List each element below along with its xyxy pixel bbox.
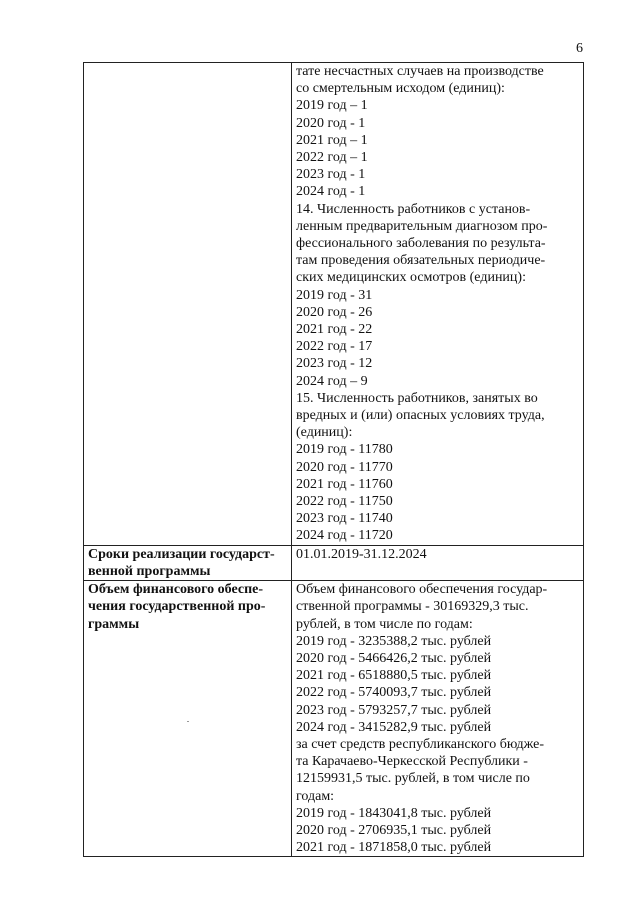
scan-speck [187, 721, 189, 722]
text-line: 2019 год - 11780 [296, 442, 393, 458]
text-line: 2019 год - 1843041,8 тыс. рублей [296, 805, 492, 821]
row-value-financing [292, 581, 584, 857]
row-value-indicators [292, 63, 584, 546]
text-line: Объем финансового обеспечения государ- [296, 582, 548, 598]
row-label-empty [84, 63, 292, 546]
table-row-implementation-period [84, 545, 584, 580]
row-label-financing [84, 581, 292, 857]
text-line: та Карачаево-Черкесской Республики - [296, 754, 528, 770]
text-line: ленным предварительным диагнозом про- [296, 218, 548, 234]
text-line: 2021 год - 22 [296, 322, 373, 338]
text-line: чения государственной про- [88, 599, 266, 615]
text-line: 2023 год - 11740 [296, 511, 393, 527]
text-line: 15. Численность работников, занятых во [296, 390, 538, 406]
text-line: Сроки реализации государст- [88, 546, 275, 562]
text-line: 2024 год - 1 [296, 184, 366, 200]
text-line: (единиц): [296, 425, 353, 441]
text-line: 2022 год – 1 [296, 150, 368, 166]
text-line: Объем финансового обеспе- [88, 582, 264, 598]
text-line: 2024 год – 9 [296, 373, 368, 389]
text-line: 2024 год - 11720 [296, 528, 393, 544]
text-line: за счет средств республиканского бюдже- [296, 736, 545, 752]
text-line: 12159931,5 тыс. рублей, в том числе по [296, 771, 530, 787]
text-line: 2023 год - 1 [296, 167, 366, 183]
text-line: 2022 год - 11750 [296, 494, 393, 510]
text-line: вредных и (или) опасных условиях труда, [296, 408, 545, 424]
text-line: тате несчастных случаев на производстве [296, 64, 544, 79]
text-line: 2022 год - 17 [296, 339, 373, 355]
text-line: 2020 год - 5466426,2 тыс. рублей [296, 650, 492, 666]
text-line: 2021 год – 1 [296, 132, 368, 148]
text-line: 2021 год - 6518880,5 тыс. рублей [296, 668, 492, 684]
text-line: ственной программы - 30169329,3 тыс. [296, 599, 529, 615]
text-line: 2019 год – 1 [296, 98, 368, 114]
text-line: со смертельным исходом (единиц): [296, 81, 505, 97]
table-row-financing [84, 581, 584, 857]
text-line: фессионального заболевания по результа- [296, 236, 546, 252]
text-line: граммы [88, 616, 140, 632]
text-line: ских медицинских осмотров (единиц): [296, 270, 526, 286]
text-line: годам: [296, 788, 335, 804]
text-line: рублей, в том числе по годам: [296, 616, 473, 632]
text-line: 2020 год - 26 [296, 304, 373, 320]
text-line: 2023 год - 5793257,7 тыс. рублей [296, 702, 492, 718]
text-line: 2020 год - 2706935,1 тыс. рублей [296, 822, 492, 838]
text-line: 2019 год - 3235388,2 тыс. рублей [296, 633, 492, 649]
row-label-implementation-period [84, 545, 292, 580]
passport-table [83, 62, 584, 857]
page-number: 6 [576, 41, 583, 56]
text-line: 2020 год - 1 [296, 115, 366, 131]
text-line: 14. Численность работников с установ- [296, 201, 531, 217]
table-row-indicators-continued [84, 63, 584, 546]
text-line: 2022 год - 5740093,7 тыс. рублей [296, 685, 492, 701]
text-line: 01.01.2019-31.12.2024 [296, 546, 427, 562]
row-value-implementation-period [292, 545, 584, 580]
text-line: 2019 год - 31 [296, 287, 373, 303]
text-line: 2020 год - 11770 [296, 459, 393, 475]
text-line: 2024 год - 3415282,9 тыс. рублей [296, 719, 492, 735]
text-line: 2021 год - 1871858,0 тыс. рублей [296, 840, 492, 856]
text-line: 2021 год - 11760 [296, 476, 393, 492]
text-line: 2023 год - 12 [296, 356, 373, 372]
text-line: венной программы [88, 563, 211, 579]
text-line: там проведения обязательных периодиче- [296, 253, 546, 269]
